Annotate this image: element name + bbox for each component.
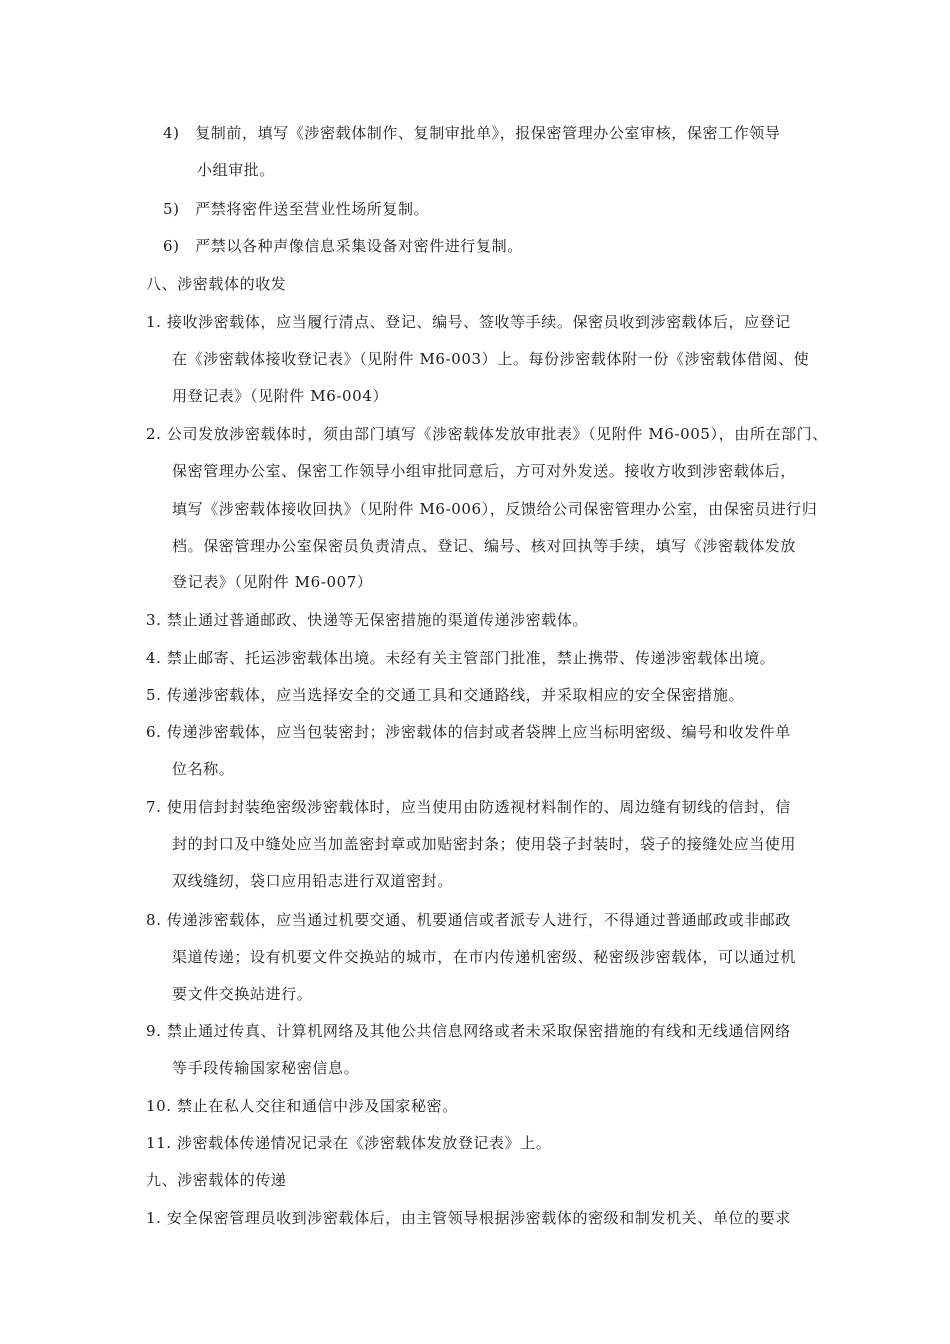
clause-8: 8. 传递涉密载体，应当通过机要交通、机要通信或者派专人进行，不得通过普通邮政或非邮政 bbox=[146, 911, 791, 929]
list-item-5: 5) 严禁将密件送至营业性场所复制。 bbox=[163, 200, 430, 218]
clause-1-line-3: 用登记表》（见附件 M6-004） bbox=[172, 387, 389, 405]
clause-9: 9. 禁止通过传真、计算机网络及其他公共信息网络或者未采取保密措施的有线和无线通信网络 bbox=[146, 1022, 791, 1040]
clause-2-line-5: 登记表》（见附件 M6-007） bbox=[172, 573, 373, 591]
clause-6-line-2: 位名称。 bbox=[172, 760, 235, 778]
list-item-6: 6) 严禁以各种声像信息采集设备对密件进行复制。 bbox=[163, 237, 523, 255]
clause-9-line-2: 等手段传输国家秘密信息。 bbox=[172, 1059, 360, 1077]
clause-7: 7. 使用信封封装绝密级涉密载体时，应当使用由防透视材料制作的、周边缝有韧线的信封，信 bbox=[146, 798, 791, 816]
clause-8-line-3: 要文件交换站进行。 bbox=[172, 985, 313, 1003]
clause-3: 3. 禁止通过普通邮政、快递等无保密措施的渠道传递涉密载体。 bbox=[146, 611, 589, 629]
list-item-4: 4) 复制前，填写《涉密载体制作、复制审批单》，报保密管理办公室审核，保密工作领导 bbox=[163, 124, 781, 142]
clause-6: 6. 传递涉密载体，应当包装密封；涉密载体的信封或者袋牌上应当标明密级、编号和收发件单 bbox=[146, 723, 791, 741]
clause-2-line-2: 保密管理办公室、保密工作领导小组审批同意后，方可对外发送。接收方收到涉密载体后， bbox=[172, 462, 797, 480]
clause-2: 2. 公司发放涉密载体时，须由部门填写《涉密载体发放审批表》（见附件 M6-005），由所在部门、 bbox=[146, 425, 828, 443]
clause-1: 1. 接收涉密载体，应当履行清点、登记、编号、签收等手续。保密员收到涉密载体后，应登记 bbox=[146, 313, 791, 331]
clause-9-1: 1. 安全保密管理员收到涉密载体后，由主管领导根据涉密载体的密级和制发机关、单位的要求 bbox=[146, 1209, 791, 1227]
clause-8-line-2: 渠道传递；设有机要文件交换站的城市，在市内传递机密级、秘密级涉密载体，可以通过机 bbox=[172, 948, 797, 966]
clause-5: 5. 传递涉密载体，应当选择安全的交通工具和交通路线，并采取相应的安全保密措施。 bbox=[146, 686, 745, 704]
clause-10: 10. 禁止在私人交往和通信中涉及国家秘密。 bbox=[146, 1097, 458, 1115]
clause-1-line-2: 在《涉密载体接收登记表》（见附件 M6-003）上。每份涉密载体附一份《涉密载体借阅、使 bbox=[172, 350, 810, 368]
clause-2-line-4: 档。保密管理办公室保密员负责清点、登记、编号、核对回执等手续，填写《涉密载体发放 bbox=[172, 537, 797, 555]
section-heading-9: 九、涉密载体的传递 bbox=[146, 1171, 287, 1189]
section-heading-8: 八、涉密载体的收发 bbox=[146, 275, 287, 293]
clause-2-line-3: 填写《涉密载体接收回执》（见附件 M6-006），反馈给公司保密管理办公室，由保密员进行归 bbox=[172, 500, 818, 518]
clause-7-line-3: 双线缝纫，袋口应用铅志进行双道密封。 bbox=[172, 872, 453, 890]
list-item-4-continued: 小组审批。 bbox=[197, 161, 276, 179]
clause-7-line-2: 封的封口及中缝处应当加盖密封章或加贴密封条；使用袋子封装时，袋子的接缝处应当使用 bbox=[172, 835, 797, 853]
clause-4: 4. 禁止邮寄、托运涉密载体出境。未经有关主管部门批准，禁止携带、传递涉密载体出境。 bbox=[146, 649, 776, 667]
clause-11: 11. 涉密载体传递情况记录在《涉密载体发放登记表》上。 bbox=[146, 1134, 552, 1152]
